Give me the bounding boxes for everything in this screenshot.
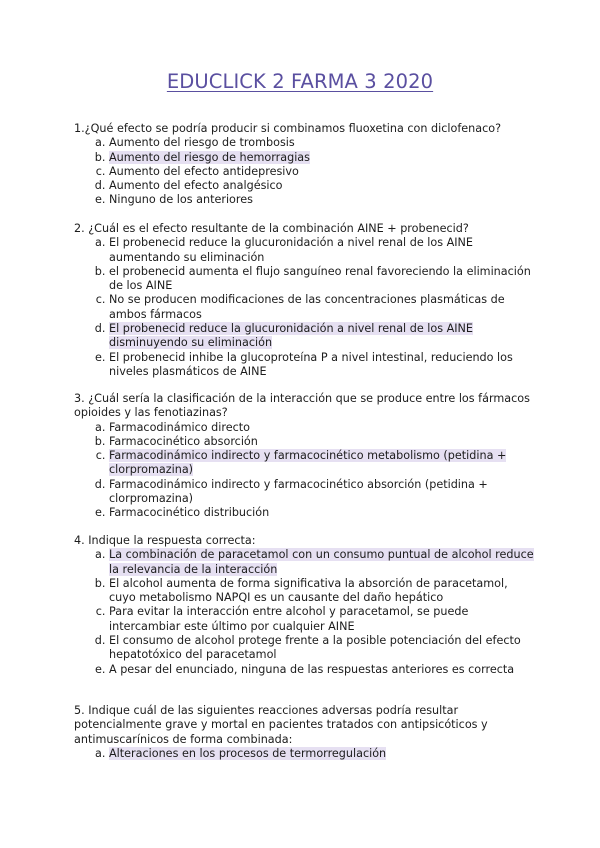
option-c: c. Aumento del efecto antidepresivo: [109, 165, 534, 179]
options-list: [74, 236, 534, 379]
option-e: e. A pesar del enunciado, ninguna de las respuestas anteriores es correcta: [109, 663, 534, 677]
question-stem: 4. Indique la respuesta correcta:: [74, 534, 256, 547]
option-c: [109, 449, 534, 478]
options-list: [74, 548, 534, 677]
option-e: e. El probenecid inhibe la glucoproteína P a nivel intestinal, reduciendo los niveles plasmáticos de AINE: [109, 351, 534, 380]
option-a: a. Aumento del riesgo de trombosis: [109, 136, 534, 150]
question-3: [74, 392, 534, 521]
question-stem: 1.¿Qué efecto se podría producir si combinamos fluoxetina con diclofenaco?: [74, 122, 502, 135]
option-b: b. El alcohol aumenta de forma significativa la absorción de paracetamol, cuyo metabolismo NAPQI es un causante del daño hepático: [109, 577, 534, 606]
option-a: [109, 747, 534, 761]
option-d: d. Aumento del efecto analgésico: [109, 179, 534, 193]
option-c: c. Para evitar la interacción entre alcohol y paracetamol, se puede intercambiar este último por cualquier AINE: [109, 605, 534, 634]
question-4: [74, 534, 534, 677]
highlighted-answer: La combinación de paracetamol con un consumo puntual de alcohol reduce la relevancia de la interacción: [109, 548, 534, 576]
option-a: [109, 548, 534, 577]
option-b: b. Farmacocinético absorción: [109, 435, 534, 449]
question-1: [74, 122, 534, 208]
option-d: d. El consumo de alcohol protege frente a la posible potenciación del efecto hepatotóxico del paracetamol: [109, 634, 534, 663]
options-list: [74, 421, 534, 521]
question-stem: 3. ¿Cuál sería la clasificación de la interacción que se produce entre los fármacos opioides y las fenotiazinas?: [74, 392, 530, 420]
option-b: b. el probenecid aumenta el flujo sanguíneo renal favoreciendo la eliminación de los AINE: [109, 265, 534, 294]
option-a: a. Farmacodinámico directo: [109, 421, 534, 435]
option-e: e. Farmacocinético distribución: [109, 506, 534, 520]
option-e: e. Ninguno de los anteriores: [109, 193, 534, 207]
options-list: [74, 136, 534, 207]
highlighted-answer: Farmacodinámico indirecto y farmacocinético metabolismo (petidina + clorpromazina): [109, 449, 507, 477]
highlighted-answer: Alteraciones en los procesos de termorregulación: [109, 746, 387, 760]
question-stem: 2. ¿Cuál es el efecto resultante de la combinación AINE + probenecid?: [74, 222, 469, 235]
options-list: [74, 747, 534, 761]
option-d: [109, 322, 534, 351]
highlighted-answer: Aumento del riesgo de hemorragias: [109, 150, 310, 164]
question-stem: 5. Indique cuál de las siguientes reacciones adversas podría resultar potencialmente grave y mortal en pacientes tratados con antipsicóticos y antimuscarínicos de forma combinada:: [74, 704, 488, 746]
question-5: [74, 704, 534, 761]
question-2: [74, 222, 534, 379]
highlighted-answer: El probenecid reduce la glucuronidación a nivel renal de los AINE disminuyendo su eliminación: [109, 322, 473, 350]
document-title: EDUCLICK 2 FARMA 3 2020: [166, 70, 434, 93]
option-c: c. No se producen modificaciones de las concentraciones plasmáticas de ambos fármacos: [109, 293, 534, 322]
option-d: d. Farmacodinámico indirecto y farmacocinético absorción (petidina + clorpromazina): [109, 478, 534, 507]
option-a: a. El probenecid reduce la glucuronidación a nivel renal de los AINE aumentando su eliminación: [109, 236, 534, 265]
option-b: [109, 151, 534, 165]
